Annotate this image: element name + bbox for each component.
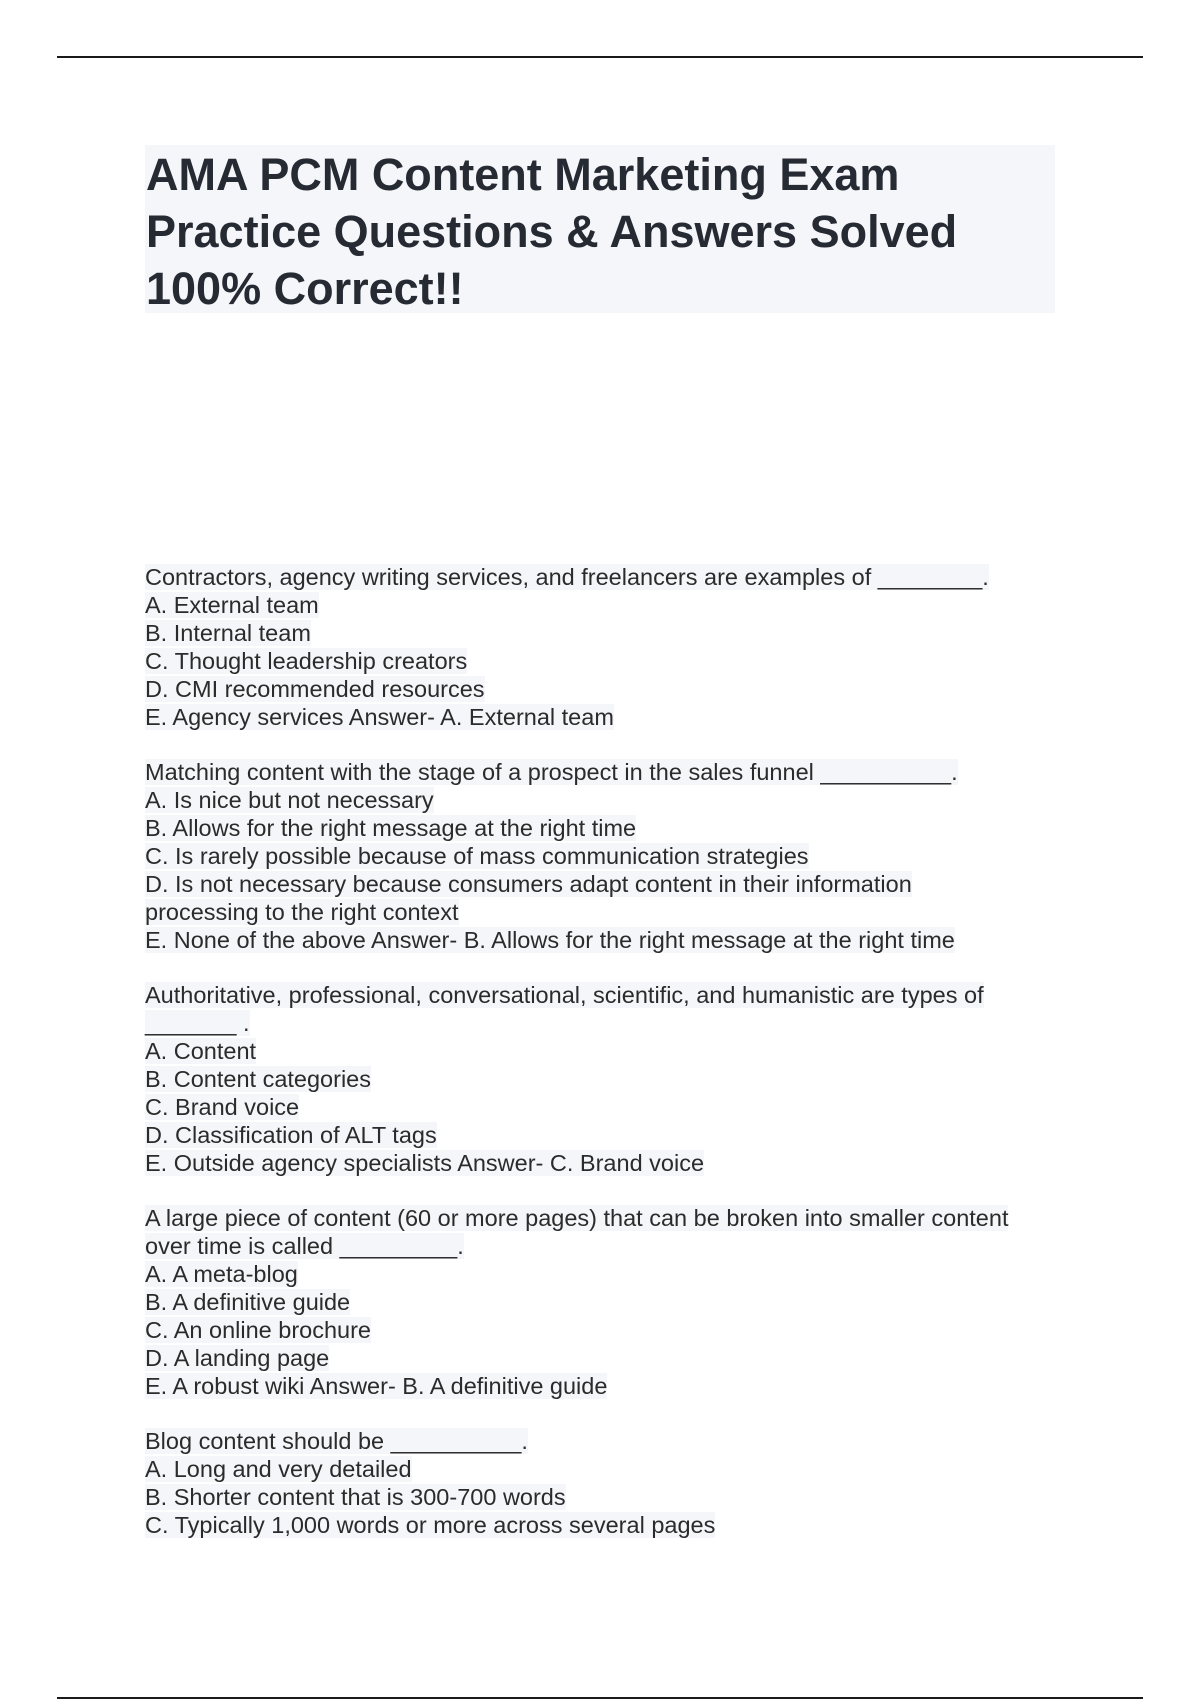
option-line: D. Classification of ALT tags	[145, 1122, 437, 1148]
option-line: C. Typically 1,000 words or more across several pages	[145, 1512, 716, 1538]
question-line: Matching content with the stage of a prospect in the sales funnel __________.	[145, 759, 958, 785]
option-line: C. Is rarely possible because of mass communication strategies	[145, 843, 809, 869]
title-line-3: 100% Correct!!	[146, 263, 464, 314]
option-line: B. Shorter content that is 300-700 words	[145, 1484, 566, 1510]
question-line: over time is called _________.	[145, 1233, 464, 1259]
option-line: A. A meta-blog	[145, 1261, 298, 1287]
answer-line: E. Agency services Answer- A. External team	[145, 704, 614, 730]
option-line: B. A definitive guide	[145, 1289, 351, 1315]
option-line: processing to the right context	[145, 899, 459, 925]
title-line-2: Practice Questions & Answers Solved	[146, 206, 958, 257]
option-line: C. Brand voice	[145, 1094, 300, 1120]
document-title	[146, 146, 1046, 317]
option-line: A. Is nice but not necessary	[145, 787, 434, 813]
question-3	[145, 981, 1055, 1177]
option-line: C. Thought leadership creators	[145, 648, 468, 674]
option-line: D. A landing page	[145, 1345, 330, 1371]
bottom-rule	[57, 1697, 1143, 1699]
option-line: A. Long and very detailed	[145, 1456, 412, 1482]
option-line: B. Internal team	[145, 620, 311, 646]
option-line: A. Content	[145, 1038, 257, 1064]
question-1	[145, 563, 1055, 731]
title-line-1: AMA PCM Content Marketing Exam	[146, 149, 900, 200]
option-line: D. CMI recommended resources	[145, 676, 485, 702]
option-line: B. Allows for the right message at the right time	[145, 815, 637, 841]
question-2	[145, 758, 1055, 954]
question-4	[145, 1204, 1055, 1400]
question-line: _______ .	[145, 1010, 250, 1036]
question-line: A large piece of content (60 or more pages) that can be broken into smaller content	[145, 1205, 1009, 1231]
top-rule	[57, 56, 1143, 58]
option-line: D. Is not necessary because consumers adapt content in their information	[145, 871, 912, 897]
answer-line: E. A robust wiki Answer- B. A definitive guide	[145, 1373, 608, 1399]
answer-line: E. Outside agency specialists Answer- C. Brand voice	[145, 1150, 705, 1176]
question-5	[145, 1427, 1055, 1539]
option-line: B. Content categories	[145, 1066, 371, 1092]
question-list	[145, 563, 1055, 1566]
option-line: C. An online brochure	[145, 1317, 372, 1343]
question-line: Contractors, agency writing services, and freelancers are examples of ________.	[145, 564, 989, 590]
question-line: Authoritative, professional, conversational, scientific, and humanistic are types of	[145, 982, 984, 1008]
question-line: Blog content should be __________.	[145, 1428, 528, 1454]
option-line: A. External team	[145, 592, 319, 618]
answer-line: E. None of the above Answer- B. Allows for the right message at the right time	[145, 927, 955, 953]
